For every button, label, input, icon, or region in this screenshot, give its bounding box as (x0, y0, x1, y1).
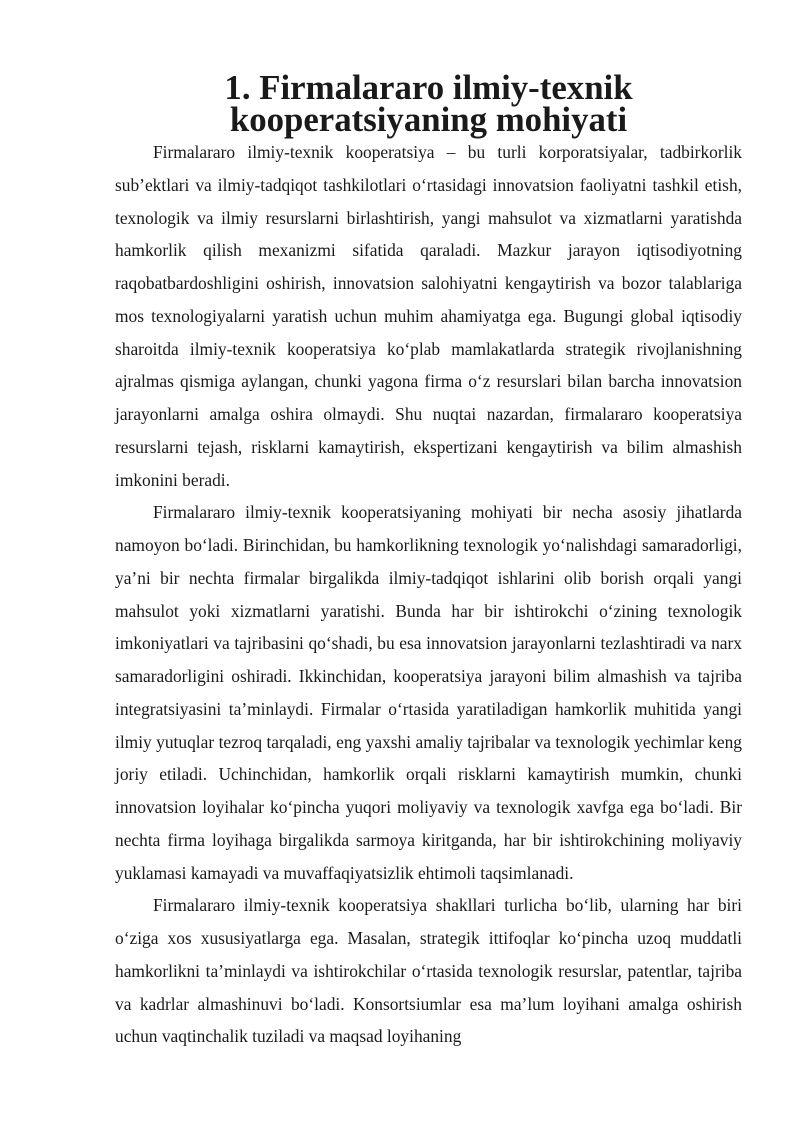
paragraph-3: Firmalararo ilmiy-texnik kooperatsiya shakllari turlicha bo‘lib, ularning har biri o‘ziga xos xususiyatlarga ega. Masalan, strategik ittifoqlar ko‘pincha uzoq muddatli hamkorlikni ta’minlaydi va ishtirokchilar o‘rtasida texnologik resurslar, patentlar, tajriba va kadrlar almashinuvi bo‘ladi. Konsortsiumlar esa ma’lum loyihani amalga oshirish uchun vaqtinchalik tuziladi va maqsad loyihaning (115, 895, 742, 1047)
paragraph-1: Firmalararo ilmiy-texnik kooperatsiya – bu turli korporatsiyalar, tadbirkorlik sub’ektlari va ilmiy-tadqiqot tashkilotlari o‘rtasidagi innovatsion faoliyatni tashkil etish, texnologik va ilmiy resurslarni birlashtirish, yangi mahsulot va xizmatlarni yaratishda hamkorlik qilish mexanizmi sifatida qaraladi. Mazkur jarayon iqtisodiyotning raqobatbardoshligini oshirish, innovatsion salohiyatni kengaytirish va bozor talablariga mos texnologiyalarni yaratish uchun muhim ahamiyatga ega. Bugungi global iqtisodiy sharoitda ilmiy-texnik kooperatsiya ko‘plab mamlakatlarda strategik rivojlanishning ajralmas qismiga aylangan, chunki yagona firma o‘z resurslari bilan barcha innovatsion jarayonlarni amalga oshira olmaydi. Shu nuqtai nazardan, firmalararo kooperatsiya resurslarni tejash, risklarni kamaytirish, ekspertizani kengaytirish va bilim almashish imkonini beradi. (115, 142, 742, 490)
document-page (115, 68, 742, 1053)
section-title: 1. Firmalararo ilmiy-texnik kooperatsiyaning mohiyati (224, 68, 633, 139)
paragraph-2: Firmalararo ilmiy-texnik kooperatsiyaning mohiyati bir necha asosiy jihatlarda namoyon bo‘ladi. Birinchidan, bu hamkorlikning texnologik yo‘nalishdagi samaradorligi, ya’ni bir nechta firmalar birgalikda ilmiy-tadqiqot ishlarini olib borish orqali yangi mahsulot yoki xizmatlarni yaratishi. Bunda har bir ishtirokchi o‘zining texnologik imkoniyatlari va tajribasini qo‘shadi, bu esa innovatsion jarayonlarni tezlashtiradi va narx samaradorligini oshiradi. Ikkinchidan, kooperatsiya jarayoni bilim almashish va tajriba integratsiyasini ta’minlaydi. Firmalar o‘rtasida yaratiladigan hamkorlik muhitida yangi ilmiy yutuqlar tezroq tarqaladi, eng yaxshi amaliy tajribalar va texnologik yechimlar keng joriy etiladi. Uchinchidan, hamkorlik orqali risklarni kamaytirish mumkin, chunki innovatsion loyihalar ko‘pincha yuqori moliyaviy va texnologik xavfga ega bo‘ladi. Bir nechta firma loyihaga birgalikda sarmoya kiritganda, har bir ishtirokchining moliyaviy yuklamasi kamayadi va muvaffaqiyatsizlik ehtimoli taqsimlanadi. (115, 502, 742, 883)
